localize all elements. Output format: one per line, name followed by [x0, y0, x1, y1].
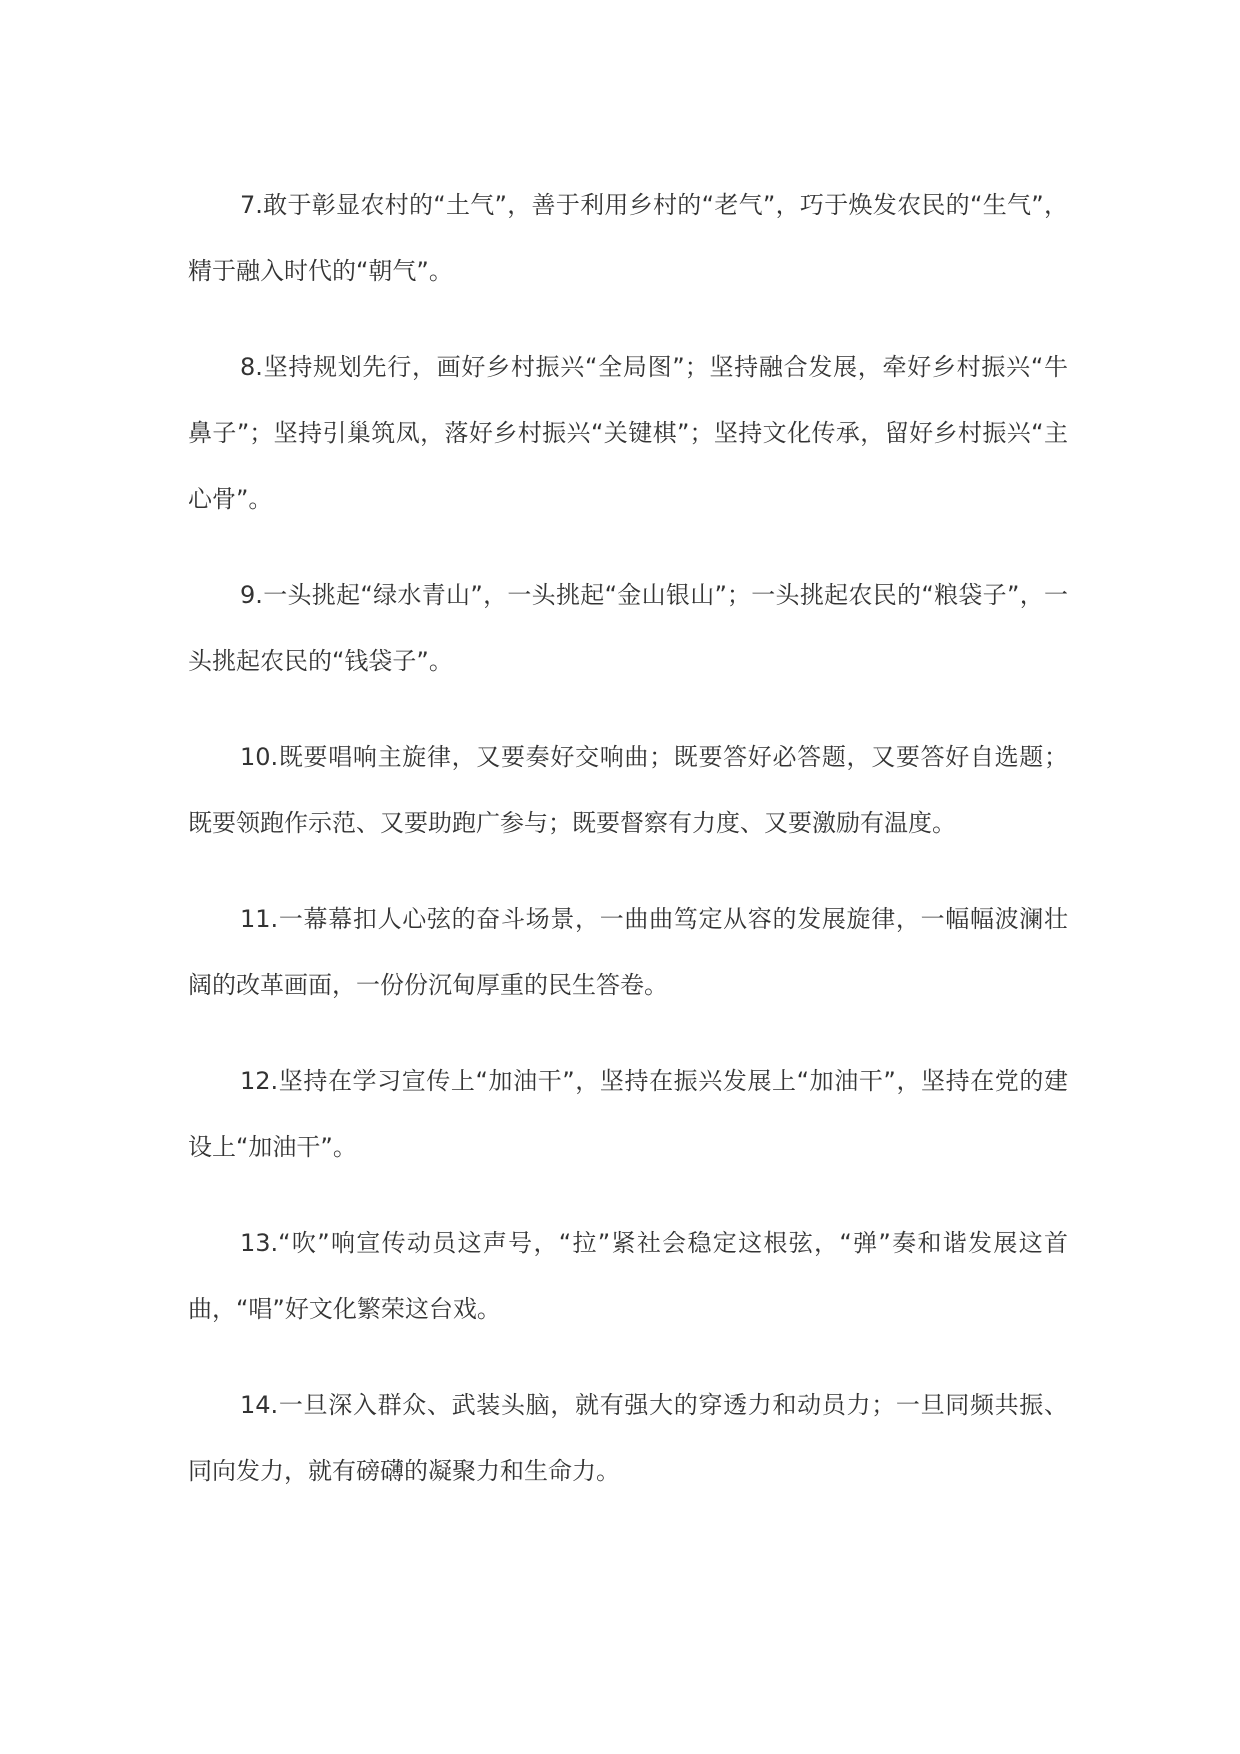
- paragraph-9: 9.一头挑起“绿水青山”，一头挑起“金山银山”；一头挑起农民的“粮袋子”，一头挑起农民的“钱袋子”。: [188, 581, 1068, 675]
- paragraph-11: 11.一幕幕扣人心弦的奋斗场景，一曲曲笃定从容的发展旋律，一幅幅波澜壮阔的改革画面，一份份沉甸厚重的民生答卷。: [188, 905, 1068, 999]
- document-body: [188, 172, 1068, 1534]
- paragraph-13: 13.“吹”响宣传动员这声号，“拉”紧社会稳定这根弦，“弹”奏和谐发展这首曲，“唱”好文化繁荣这台戏。: [188, 1229, 1068, 1323]
- paragraph-12: 12.坚持在学习宣传上“加油干”，坚持在振兴发展上“加油干”，坚持在党的建设上“加油干”。: [188, 1067, 1068, 1161]
- paragraph-10: 10.既要唱响主旋律，又要奏好交响曲；既要答好必答题，又要答好自选题；既要领跑作示范、又要助跑广参与；既要督察有力度、又要激励有温度。: [188, 743, 1068, 837]
- paragraph-7: 7.敢于彰显农村的“土气”，善于利用乡村的“老气”，巧于焕发农民的“生气”，精于融入时代的“朝气”。: [188, 191, 1068, 285]
- paragraph-14: 14.一旦深入群众、武装头脑，就有强大的穿透力和动员力；一旦同频共振、同向发力，就有磅礴的凝聚力和生命力。: [188, 1391, 1068, 1485]
- paragraph-8: 8.坚持规划先行，画好乡村振兴“全局图”；坚持融合发展，牵好乡村振兴“牛鼻子”；坚持引巢筑凤，落好乡村振兴“关键棋”；坚持文化传承，留好乡村振兴“主心骨”。: [188, 353, 1068, 513]
